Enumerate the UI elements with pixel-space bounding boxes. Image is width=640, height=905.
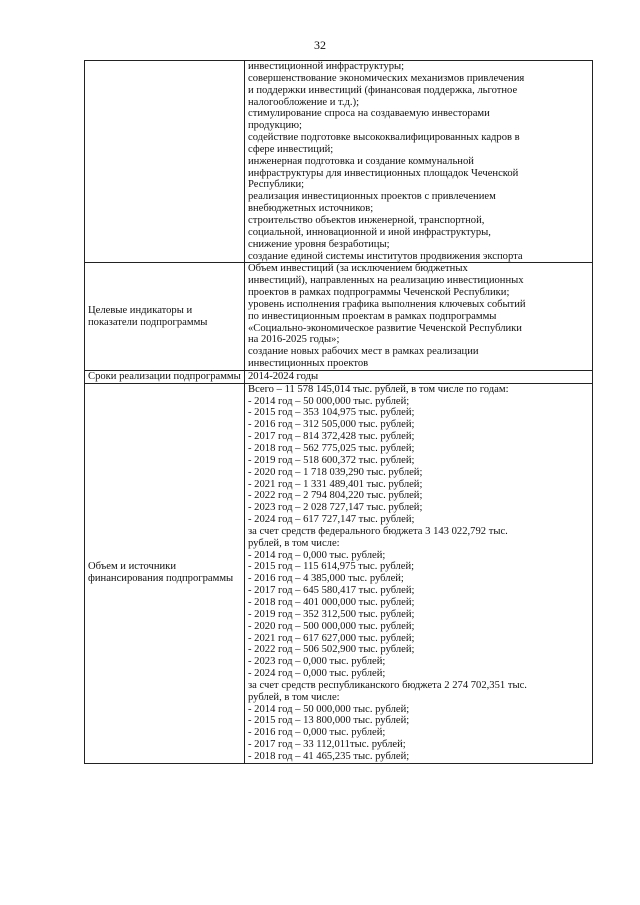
text-line: - 2019 год – 518 600,372 тыс. рублей; [248, 454, 415, 466]
text-line: - 2014 год – 0,000 тыс. рублей; [248, 549, 386, 561]
text-line: сфере инвестиций; [248, 143, 334, 155]
text-line: - 2015 год – 353 104,975 тыс. рублей; [248, 407, 415, 419]
text-line: рублей, в том числе: [248, 537, 340, 549]
subprogram-passport-table [84, 60, 593, 764]
text-line: - 2024 год – 617 727,147 тыс. рублей; [248, 514, 415, 526]
financing-cell [245, 383, 593, 763]
text-line: - 2022 год – 506 502,900 тыс. рублей; [248, 644, 415, 656]
text-line: инвестиционных проектов [248, 358, 369, 370]
row-label-empty [85, 61, 245, 263]
text-line: стимулирование спроса на создаваемую инвесторами [248, 108, 490, 120]
text-line: налогообложение и т.д.); [248, 96, 360, 108]
text-line: и поддержки инвестиций (финансовая поддержка, льготное [248, 84, 518, 96]
text-line: инвестиционной инфраструктуры; [248, 61, 405, 72]
text-line: - 2015 год – 115 614,975 тыс. рублей; [248, 561, 415, 573]
text-line: инвестиций), направленных на реализацию инвестиционных [248, 275, 524, 287]
text-line: - 2014 год – 50 000,000 тыс. рублей; [248, 395, 410, 407]
text-line: - 2018 год – 562 775,025 тыс. рублей; [248, 443, 415, 454]
text-line: - 2016 год – 0,000 тыс. рублей; [248, 727, 386, 739]
text-line: - 2019 год – 352 312,500 тыс. рублей; [248, 608, 415, 620]
text-line: уровень исполнения графика выполнения ключевых событий [248, 298, 526, 310]
text-line: - 2017 год – 814 372,428 тыс. рублей; [248, 431, 415, 443]
text-line: рублей, в том числе: [248, 691, 340, 703]
table-row-financing [85, 383, 593, 763]
text-line: - 2017 год – 33 112,011тыс. рублей; [248, 739, 406, 751]
text-line: - 2023 год – 0,000 тыс. рублей; [248, 656, 386, 668]
row-label-financing: Объем и источники финансирования подпрограммы [85, 383, 245, 763]
text-line: по инвестиционным проектам в рамках подпрограммы [248, 310, 497, 322]
text-line: строительство объектов инженерной, транспортной, [248, 214, 485, 226]
text-line: содействие подготовке высококвалифицированных кадров в [248, 132, 520, 144]
text-line: - 2021 год – 1 331 489,401 тыс. рублей; [248, 478, 423, 490]
text-line: создание единой системы институтов продвижения экспорта [248, 250, 523, 262]
text-line: - 2016 год – 312 505,000 тыс. рублей; [248, 419, 415, 431]
page-number: 32 [314, 38, 326, 52]
text-line: - 2022 год – 2 794 804,220 тыс. рублей; [248, 490, 423, 502]
text-line: внебюджетных источников; [248, 203, 374, 215]
text-line: Всего – 11 578 145,014 тыс. рублей, в том числе по годам: [248, 383, 509, 395]
text-line: - 2017 год – 645 580,417 тыс. рублей; [248, 585, 415, 597]
text-line: «Социально-экономическое развитие Чеченской Республики [248, 322, 522, 334]
text-line: социальной, инновационной и иной инфраструктуры, [248, 226, 491, 238]
text-line: - 2023 год – 2 028 727,147 тыс. рублей; [248, 502, 423, 514]
text-line: совершенствование экономических механизмов привлечения [248, 72, 525, 84]
text-line: за счет средств федерального бюджета 3 143 022,792 тыс. [248, 525, 508, 537]
text-line: - 2015 год – 13 800,000 тыс. рублей; [248, 715, 410, 727]
text-line: реализация инвестиционных проектов с привлечением [248, 191, 496, 203]
table-row-terms [85, 370, 593, 383]
text-line: - 2018 год – 401 000,000 тыс. рублей; [248, 596, 415, 608]
text-line: на 2016-2025 годы»; [248, 334, 340, 346]
tasks-cell [245, 61, 593, 263]
table-row-tasks [85, 61, 593, 263]
row-label-terms: Сроки реализации подпрограммы [85, 370, 245, 383]
text-line: проектов в рамках подпрограммы Чеченской Республики; [248, 287, 510, 299]
text-line: снижение уровня безработицы; [248, 238, 390, 250]
indicators-cell [245, 263, 593, 371]
text-line: инфраструктуры для инвестиционных площадок Чеченской [248, 167, 519, 179]
text-line: 2014-2024 годы [248, 370, 319, 382]
row-label-indicators: Целевые индикаторы и показатели подпрограммы [85, 263, 245, 371]
text-line: - 2021 год – 617 627,000 тыс. рублей; [248, 632, 415, 644]
text-line: - 2020 год – 500 000,000 тыс. рублей; [248, 620, 415, 632]
text-line: Объем инвестиций (за исключением бюджетных [248, 263, 468, 275]
text-line: Республики; [248, 179, 305, 191]
text-line: инженерная подготовка и создание коммунальной [248, 155, 474, 167]
text-line: продукцию; [248, 120, 302, 132]
table-row-indicators [85, 263, 593, 371]
text-line: - 2016 год – 4 385,000 тыс. рублей; [248, 573, 404, 585]
text-line: - 2014 год – 50 000,000 тыс. рублей; [248, 703, 410, 715]
text-line: создание новых рабочих мест в рамках реализации [248, 346, 479, 358]
text-line: - 2024 год – 0,000 тыс. рублей; [248, 668, 386, 680]
text-line: - 2018 год – 41 465,235 тыс. рублей; [248, 750, 410, 762]
text-line: за счет средств республиканского бюджета 2 274 702,351 тыс. [248, 679, 527, 691]
text-line: - 2020 год – 1 718 039,290 тыс. рублей; [248, 466, 423, 478]
terms-cell [245, 370, 593, 383]
